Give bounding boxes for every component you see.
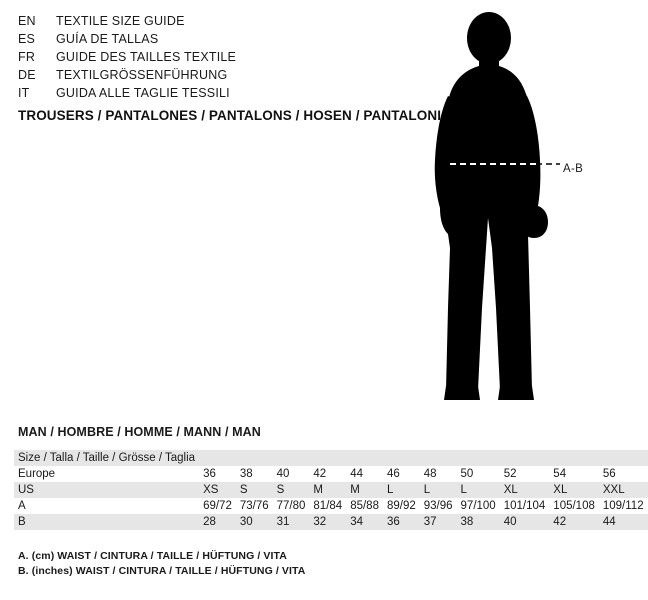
cell: XL	[500, 482, 550, 498]
table-row	[14, 498, 648, 514]
cell: 36	[203, 468, 216, 480]
cell: 28	[199, 514, 236, 530]
size-table	[14, 450, 648, 530]
cell: 93/96	[423, 500, 453, 512]
table-row	[14, 466, 648, 482]
footnote-a: A. (cm) WAIST / CINTURA / TAILLE / HÜFTUNG / VITA	[18, 550, 287, 562]
language-text-en: TEXTILE SIZE GUIDE	[56, 14, 185, 28]
measure-label-ab: A-B	[563, 163, 584, 175]
cell: L	[420, 482, 457, 498]
language-code-it: IT	[18, 86, 30, 100]
language-code-en: EN	[18, 14, 36, 28]
language-text-fr: GUIDE DES TAILLES TEXTILE	[56, 50, 237, 64]
language-row-de	[18, 68, 348, 86]
table-title: MAN / HOMBRE / HOMME / MANN / MAN	[18, 425, 261, 439]
cell: 77/80	[276, 500, 306, 512]
cell: XXL	[599, 482, 648, 498]
table-row	[14, 514, 648, 530]
table-row	[14, 450, 648, 466]
footnotes	[18, 549, 305, 579]
cell: 48	[423, 468, 437, 480]
row-label: Size / Talla / Taille / Grösse / Taglia	[14, 450, 199, 466]
language-row-it	[18, 86, 348, 104]
cell: 73/76	[239, 500, 269, 512]
cell: M	[346, 482, 383, 498]
cell: 42	[549, 514, 599, 530]
cell: 36	[383, 514, 420, 530]
cell	[273, 450, 310, 466]
row-label: US	[14, 482, 199, 498]
cell: 44	[350, 468, 363, 480]
cell: 81/84	[313, 500, 343, 512]
cell: 85/88	[350, 500, 379, 512]
cell	[457, 450, 500, 466]
language-text-it: GUIDA ALLE TAGLIE TESSILI	[56, 86, 230, 100]
language-code-de: DE	[18, 68, 36, 82]
trousers-figure	[400, 8, 600, 408]
cell: 54	[553, 468, 567, 480]
cell: 44	[599, 514, 648, 530]
cell: 97/100	[460, 500, 496, 512]
cell	[599, 450, 648, 466]
footnote-b: B. (inches) WAIST / CINTURA / TAILLE / HÜFTUNG / VITA	[18, 565, 306, 577]
man-silhouette-icon	[400, 8, 600, 408]
cell: 40	[500, 514, 550, 530]
cell	[346, 450, 383, 466]
row-label: A	[18, 500, 26, 512]
cell: 32	[309, 514, 346, 530]
table-row	[14, 482, 648, 498]
language-row-es	[18, 32, 348, 50]
cell: 105/108	[553, 500, 595, 512]
cell: XS	[199, 482, 236, 498]
cell	[383, 450, 420, 466]
cell: 69/72	[203, 500, 232, 512]
cell: 38	[457, 514, 500, 530]
cell: M	[309, 482, 346, 498]
cell	[199, 450, 236, 466]
cell: 38	[239, 468, 253, 480]
cell: 109/112	[602, 500, 644, 512]
cell: S	[273, 482, 310, 498]
language-code-es: ES	[18, 32, 36, 46]
cell: 101/104	[503, 500, 546, 512]
cell: 37	[420, 514, 457, 530]
cell	[420, 450, 457, 466]
cell: 52	[503, 468, 517, 480]
cell: 50	[460, 468, 474, 480]
cell: S	[236, 482, 273, 498]
cell: 42	[313, 468, 327, 480]
row-label: B	[14, 514, 199, 530]
language-row-fr	[18, 50, 348, 68]
cell	[549, 450, 599, 466]
cell: XL	[549, 482, 599, 498]
cell: 34	[346, 514, 383, 530]
cell: L	[457, 482, 500, 498]
language-text-de: TEXTILGRÖSSENFÜHRUNG	[56, 68, 228, 82]
cell	[309, 450, 346, 466]
cell	[236, 450, 273, 466]
row-label: Europe	[18, 468, 56, 480]
cell: 56	[602, 468, 616, 480]
language-header-block	[18, 14, 348, 104]
section-title: TROUSERS / PANTALONES / PANTALONS / HOSEN / PANTALONI	[18, 108, 442, 123]
cell	[500, 450, 550, 466]
language-row-en	[18, 14, 348, 32]
cell: 46	[386, 468, 400, 480]
language-code-fr: FR	[18, 50, 36, 64]
cell: 30	[236, 514, 273, 530]
cell: 31	[273, 514, 310, 530]
cell: L	[383, 482, 420, 498]
cell: 89/92	[386, 500, 416, 512]
cell: 40	[276, 468, 290, 480]
language-text-es: GUÍA DE TALLAS	[56, 32, 159, 46]
